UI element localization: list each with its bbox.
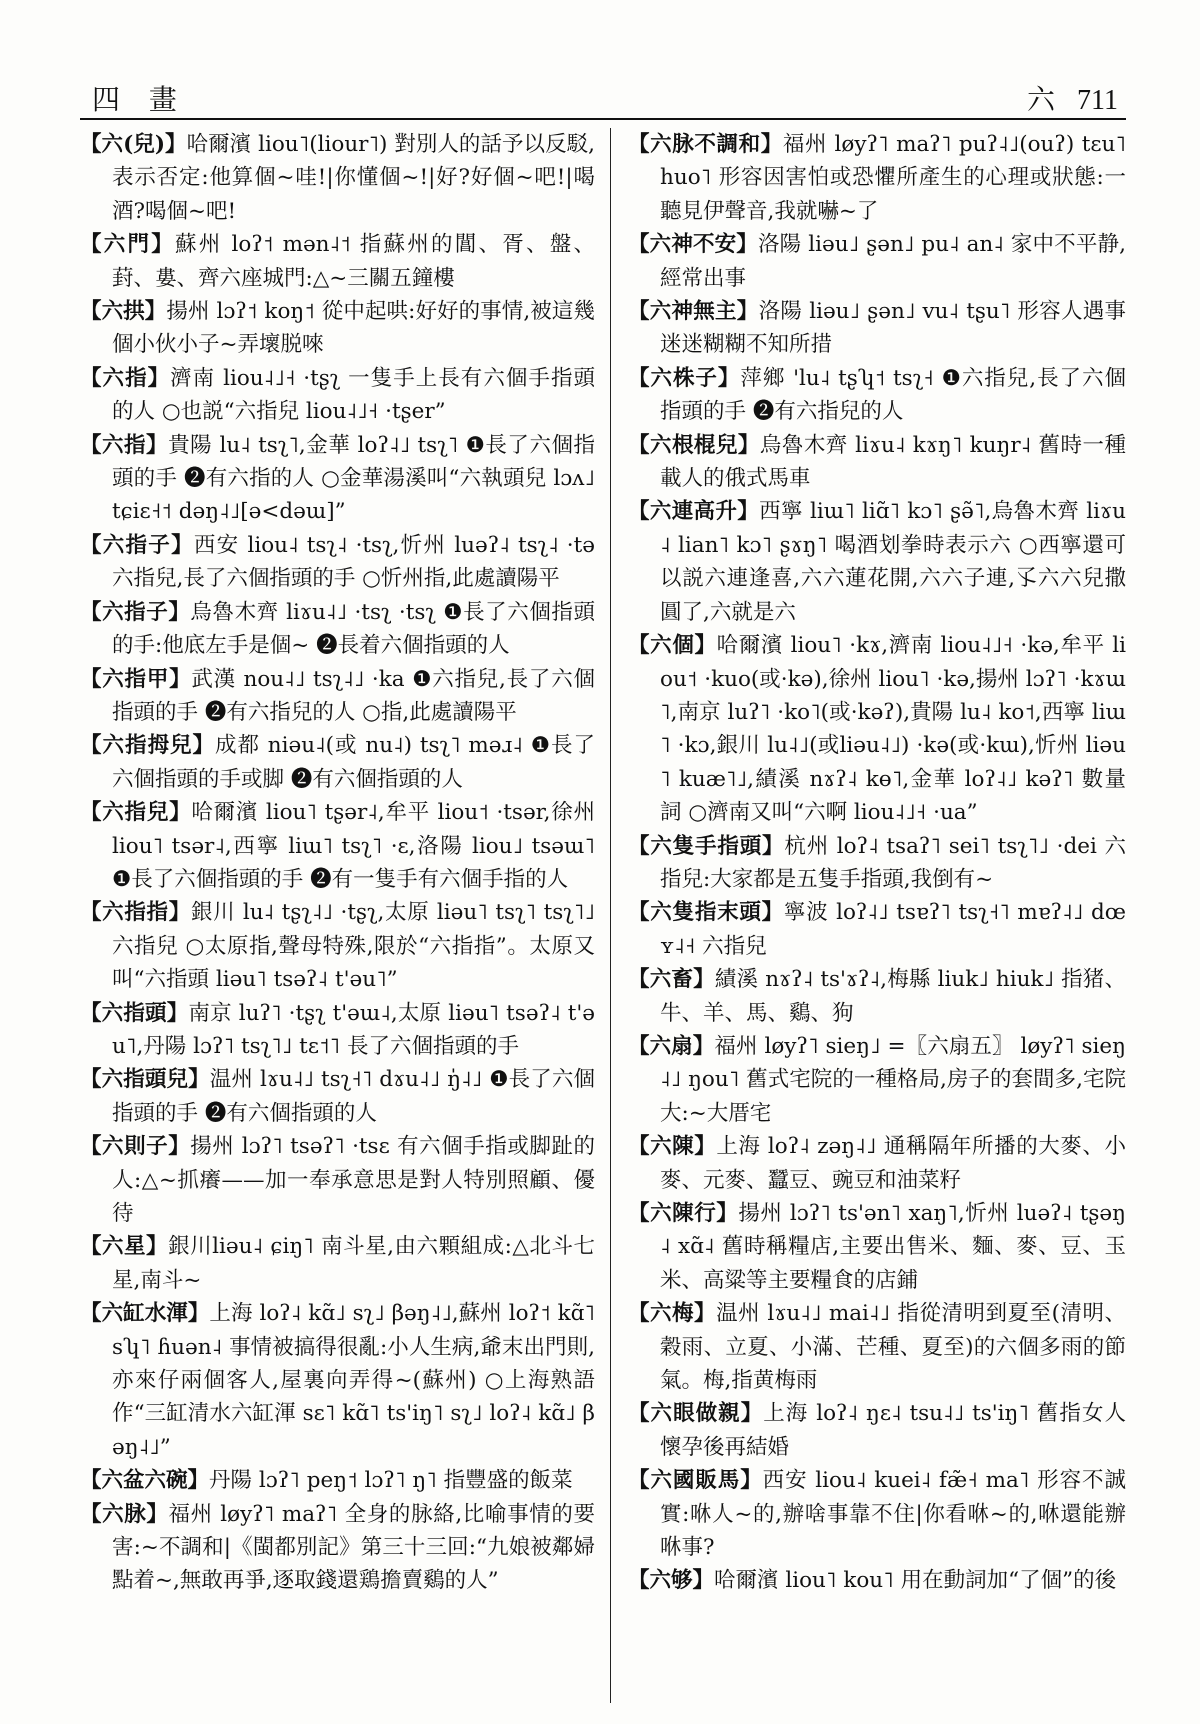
entry-definition: 温州 lɤu˨˩ tsʅ˧˥ dɤu˨˩ ŋ̍˨˩ ❶長了六個指頭的手 ❷有六個指頭的人 bbox=[112, 1067, 595, 1126]
entry-headword: 【六神無主】 bbox=[628, 299, 759, 325]
entry-headword: 【六扇】 bbox=[628, 1033, 715, 1059]
entry-definition: 西安 liou˨ tsʅ˨ ·tsʅ,忻州 luəʔ˨ tsʅ˨ ·tə 六指兒,長了六個指頭的手 ○忻州指,此處讀陽平 bbox=[112, 532, 595, 592]
entry-headword: 【六指甲】 bbox=[80, 666, 192, 692]
dictionary-entry bbox=[80, 228, 595, 295]
entry-definition: 西寧 liɯ˥ liɑ̃˥ kɔ˥ ʂə̃˥,烏魯木齊 liɤu˨ lian˥ kɔ˥ ʂɤŋ˥ 喝酒划拳時表示六 ○西寧還可以説六連逢喜,六六蓮花開,六六子連,孓六六兒撒圓了,六就是六 bbox=[660, 499, 1126, 625]
entry-definition: 南京 luʔ˥ ·tʂʅ t'əɯ˨,太原 liəu˥ tsəʔ˨ t'əu˥,丹陽 lɔʔ˥ tsʅ˥˩ tɛ˦˥ 長了六個指頭的手 bbox=[112, 1000, 595, 1059]
dictionary-entry bbox=[628, 629, 1126, 829]
entry-headword: 【六陳】 bbox=[628, 1134, 717, 1160]
entry-definition: 成都 niəu˨(或 nu˨) tsʅ˥ məɹ˨ ❶長了六個指頭的手或脚 ❷有六個指頭的人 bbox=[112, 733, 595, 792]
dictionary-entry bbox=[628, 362, 1126, 429]
entry-headword: 【六指兒】 bbox=[80, 800, 192, 826]
dictionary-entry bbox=[80, 663, 595, 730]
right-column bbox=[628, 128, 1126, 1708]
dictionary-entry bbox=[80, 896, 595, 996]
dictionary-entry bbox=[628, 963, 1126, 1030]
entry-headword: 【六星】 bbox=[80, 1234, 169, 1260]
dictionary-entry bbox=[80, 997, 595, 1064]
entry-definition: 福州 løyʔ˥ maʔ˥ puʔ˨˩(ouʔ) tɛu˥ huo˥ 形容因害怕或恐懼所產生的心理或狀態:一聽見伊聲音,我就嚇~了 bbox=[660, 132, 1126, 224]
dictionary-entry bbox=[628, 128, 1126, 228]
entry-definition: 萍鄉 'lu˨ tʂʮ˦ tsʅ˧ ❶六指兒,長了六個指頭的手 ❷有六指兒的人 bbox=[660, 365, 1126, 425]
entry-headword: 【六指頭兒】 bbox=[80, 1067, 210, 1093]
entry-definition: 武漢 nou˨˩ tsʅ˨˩ ·ka ❶六指兒,長了六個指頭的手 ❷有六指兒的人 ○指,此處讀陽平 bbox=[112, 666, 595, 725]
dictionary-entry bbox=[80, 295, 595, 362]
entry-definition: 烏魯木齊 liɤu˨ kɤŋ˥ kuŋr˨ 舊時一種載人的俄式馬車 bbox=[660, 432, 1126, 492]
head-character: 六 bbox=[1027, 83, 1056, 116]
entry-definition: 上海 loʔ˨ kɑ̃˩ sʅ˩ βəŋ˨˩,蘇州 loʔ˦ kɑ̃˥ sʮ˥ ɦuən˨ 事情被搞得很亂:小人生病,爺末出門則,亦來仔兩個客人,屋裏向弄得~(蘇州) ○上海熟語作“三缸清水六缸渾 sɛ˥ kɑ̃˥ ts'iŋ˥ sʅ˩ loʔ˨ kɑ̃˩ βəŋ˨˩” bbox=[112, 1301, 595, 1460]
entry-definition: 揚州 lɔʔ˥ tsəʔ˥ ·tsɛ 有六個手指或脚趾的人:△~抓癢——加一奉承意思是對人特別照顧、優待 bbox=[112, 1134, 595, 1226]
entry-headword: 【六指拇兒】 bbox=[80, 733, 215, 759]
entry-definition: 烏魯木齊 liɤu˨˩ ·tsʅ ·tsʅ ❶長了六個指頭的手:他底左手是個~ ❷長着六個指頭的人 bbox=[112, 599, 595, 659]
dictionary-entry bbox=[80, 1297, 595, 1464]
entry-definition: 福州 løyʔ˥ maʔ˥ 全身的脉絡,比喻事情的要害:~不調和|《閩都別記》第三十三回:“九娘被鄰婦點着~,無敢再爭,逐取錢還鶏擔賣鷄的人” bbox=[112, 1501, 595, 1594]
entry-headword: 【六國販馬】 bbox=[628, 1468, 763, 1494]
page-header bbox=[80, 70, 1126, 120]
entry-headword: 【六陳行】 bbox=[628, 1201, 739, 1226]
dictionary-entry bbox=[80, 1498, 595, 1598]
entry-definition: 哈爾濱 liou˥ tʂər˨,牟平 liou˦ ·tsər,徐州 liou˥ tsər˨,西寧 liɯ˥ tsʅ˥ ·ɛ,洛陽 liou˩ tsəɯ˥ ❶長了六個指頭的手 ❷有一隻手有六個手指的人 bbox=[112, 800, 595, 892]
dictionary-entry bbox=[628, 1297, 1126, 1397]
dictionary-entry bbox=[80, 529, 595, 596]
dictionary-entry bbox=[628, 1464, 1126, 1564]
entry-headword: 【六指指】 bbox=[80, 900, 191, 926]
entry-headword: 【六指子】 bbox=[80, 599, 191, 625]
entry-definition: 哈爾濱 liou˥ kou˥ 用在動詞加“了個”的後 bbox=[714, 1568, 1117, 1594]
entry-headword: 【六拱】 bbox=[80, 299, 167, 325]
left-column bbox=[80, 128, 595, 1708]
dictionary-entry bbox=[80, 128, 595, 228]
entry-definition: 銀川 lu˨ tʂʅ˨˩ ·tʂʅ,太原 liəu˥ tsʅ˥ tsʅ˥˩ 六指兒 ○太原指,聲母特殊,限於“六指指”。太原又叫“六指頭 liəu˥ tsəʔ˨ t'əu˥” bbox=[112, 900, 595, 993]
entry-headword: 【六根棍兒】 bbox=[628, 432, 760, 458]
entry-headword: 【六個】 bbox=[628, 633, 717, 659]
entry-definition: 濟南 liou˨˩˧ ·tʂʅ 一隻手上長有六個手指頭的人 ○也説“六指兒 liou˨˩˧ ·tʂer” bbox=[112, 365, 595, 425]
entry-definition: 蘇州 loʔ˦ mən˨˦ 指蘇州的閶、胥、盤、葑、婁、齊六座城門:△~三關五鐘樓 bbox=[112, 232, 595, 291]
entry-headword: 【六指頭】 bbox=[80, 1000, 189, 1026]
dictionary-entry bbox=[628, 295, 1126, 362]
entry-headword: 【六指】 bbox=[80, 365, 171, 391]
dictionary-entry bbox=[628, 228, 1126, 295]
entry-headword: 【六指子】 bbox=[80, 532, 194, 558]
dictionary-entry bbox=[628, 1030, 1126, 1130]
entry-headword: 【六隻手指頭】 bbox=[628, 833, 785, 859]
entry-headword: 【六盆六碗】 bbox=[80, 1468, 210, 1494]
entry-headword: 【六指】 bbox=[80, 432, 169, 458]
dictionary-entry bbox=[628, 896, 1126, 963]
entry-headword: 【六脉不調和】 bbox=[628, 132, 783, 157]
entry-headword: 【六梅】 bbox=[628, 1301, 717, 1327]
entry-definition: 温州 lɤu˨˩ mai˨˩ 指從清明到夏至(清明、穀雨、立夏、小滿、芒種、夏至)的六個多雨的節氣。梅,指黄梅雨 bbox=[660, 1301, 1126, 1394]
dictionary-entry bbox=[628, 1564, 1126, 1597]
entry-headword: 【六則子】 bbox=[80, 1134, 191, 1160]
entry-headword: 【六連高升】 bbox=[628, 499, 760, 525]
entry-definition: 上海 loʔ˨ zəŋ˨˩ 通稱隔年所播的大麥、小麥、元麥、蠶豆、豌豆和油菜籽 bbox=[660, 1134, 1126, 1193]
entry-headword: 【六脉】 bbox=[80, 1501, 169, 1527]
dictionary-entry bbox=[628, 1197, 1126, 1297]
dictionary-entry bbox=[628, 495, 1126, 629]
dictionary-entry bbox=[80, 1230, 595, 1297]
entry-headword: 【六缸水渾】 bbox=[80, 1301, 210, 1327]
dictionary-entry bbox=[80, 1063, 595, 1130]
entry-headword: 【六神不安】 bbox=[628, 232, 758, 258]
entry-definition: 上海 loʔ˨ ŋɛ˨ tsu˨˩ ts'iŋ˥ 舊指女人懷孕後再結婚 bbox=[660, 1401, 1126, 1460]
entry-definition: 洛陽 liəu˩ ʂən˩ pu˨ an˨ 家中不平静,經常出事 bbox=[660, 232, 1126, 291]
dictionary-entry bbox=[80, 729, 595, 796]
entry-definition: 揚州 lɔʔ˥ ts'ən˥ xaŋ˥,忻州 luəʔ˨ tʂəŋ˨ xɑ̃˨ 舊時稱糧店,主要出售米、麵、麥、豆、玉米、高粱等主要糧食的店鋪 bbox=[660, 1201, 1126, 1293]
entry-definition: 哈爾濱 liou˥ ·kɤ,濟南 liou˨˩˧ ·kə,牟平 liou˦ ·kuo(或·kə),徐州 liou˥ ·kə,揚州 lɔʔ˥ ·kɤɯ˥,南京 luʔ˥ ·ko˥(或·kəʔ),貴陽 lu˨ ko˦,西寧 liɯ˥ ·kɔ,銀川 lu˨˩(或liəu˨˩) ·kə(或·kɯ),忻州 liəu˥ kuæ˥˩,績溪 nɤʔ˨ kɵ˥,金華 loʔ˨˩ kəʔ˥ 數量詞 ○濟南又叫“六啊 liou˨˩˧ ·ua” bbox=[660, 633, 1126, 826]
page-number: 711 bbox=[1077, 85, 1118, 116]
section-title: 四 畫 bbox=[92, 83, 187, 116]
dictionary-entry bbox=[80, 429, 595, 529]
column-divider bbox=[610, 128, 611, 1703]
entry-headword: 【六够】 bbox=[628, 1568, 715, 1594]
dictionary-entry bbox=[80, 1464, 595, 1497]
entry-headword: 【六隻指末頭】 bbox=[628, 900, 784, 926]
dictionary-entry bbox=[80, 362, 595, 429]
dictionary-entry bbox=[628, 429, 1126, 496]
dictionary-entry bbox=[80, 1130, 595, 1230]
entry-definition: 福州 løyʔ˥ sieŋ˩ =〖六扇五〗 løyʔ˥ sieŋ˨˩ ŋou˥ 舊式宅院的一種格局,房子的套間多,宅院大:~大厝宅 bbox=[660, 1033, 1126, 1126]
entry-definition: 丹陽 lɔʔ˥ peŋ˦ lɔʔ˥ ŋ˥ 指豐盛的飯菜 bbox=[209, 1468, 573, 1494]
entry-headword: 【六(兒)】 bbox=[80, 132, 187, 157]
entry-definition: 寧波 loʔ˨˩ tsɐʔ˥ tsʅ˧˥ mɐʔ˨˩ dœʏ˨˧ 六指兒 bbox=[660, 900, 1126, 959]
entry-definition: 貴陽 lu˨ tsʅ˥,金華 loʔ˨˩ tsʅ˥ ❶長了六個指頭的手 ❷有六指的人 ○金華湯溪叫“六執頭兒 lɔʌ˩ tɕiɛ˧˦ dəŋ˨˩[ə<dəɯ]” bbox=[112, 432, 595, 525]
dictionary-entry bbox=[80, 596, 595, 663]
entry-definition: 杭州 loʔ˨ tsaʔ˥ sei˥ tsʅ˥˩ ·dei 六指兒:大家都是五隻手指頭,我倒有~ bbox=[660, 833, 1126, 892]
entry-headword: 【六株子】 bbox=[628, 365, 741, 391]
entry-definition: 哈爾濱 liou˥(liour˥) 對別人的話予以反駁,表示否定:他算個~哇!|你懂個~!|好?好個~吧!|喝酒?喝個~吧! bbox=[112, 132, 595, 224]
dictionary-entry bbox=[628, 1130, 1126, 1197]
entry-headword: 【六畜】 bbox=[628, 967, 715, 993]
entry-definition: 績溪 nɤʔ˨ ts'ɤʔ˨,梅縣 liuk˩ hiuk˩ 指猪、牛、羊、馬、鷄、狗 bbox=[660, 967, 1126, 1026]
entry-definition: 洛陽 liəu˩ ʂən˩ vu˨ tʂu˥ 形容人遇事迷迷糊糊不知所措 bbox=[660, 299, 1126, 358]
running-head bbox=[1027, 78, 1118, 118]
dictionary-entry bbox=[628, 1397, 1126, 1464]
entry-definition: 銀川liəu˨ ɕiŋ˥ 南斗星,由六顆組成:△北斗七星,南斗~ bbox=[112, 1234, 595, 1293]
entry-definition: 揚州 lɔʔ˦ koŋ˦ 從中起哄:好好的事情,被這幾個小伙小子~弄壞脱唻 bbox=[112, 299, 595, 358]
entry-definition: 西安 liou˨ kuei˨ fæ̃˧ ma˥ 形容不誠實:咻人~的,辦啥事靠不住|你看咻~的,咻還能辦咻事? bbox=[660, 1468, 1126, 1561]
dictionary-entry bbox=[628, 830, 1126, 897]
entry-headword: 【六門】 bbox=[80, 232, 175, 258]
entry-headword: 【六眼做親】 bbox=[628, 1401, 764, 1427]
dictionary-entry bbox=[80, 796, 595, 896]
